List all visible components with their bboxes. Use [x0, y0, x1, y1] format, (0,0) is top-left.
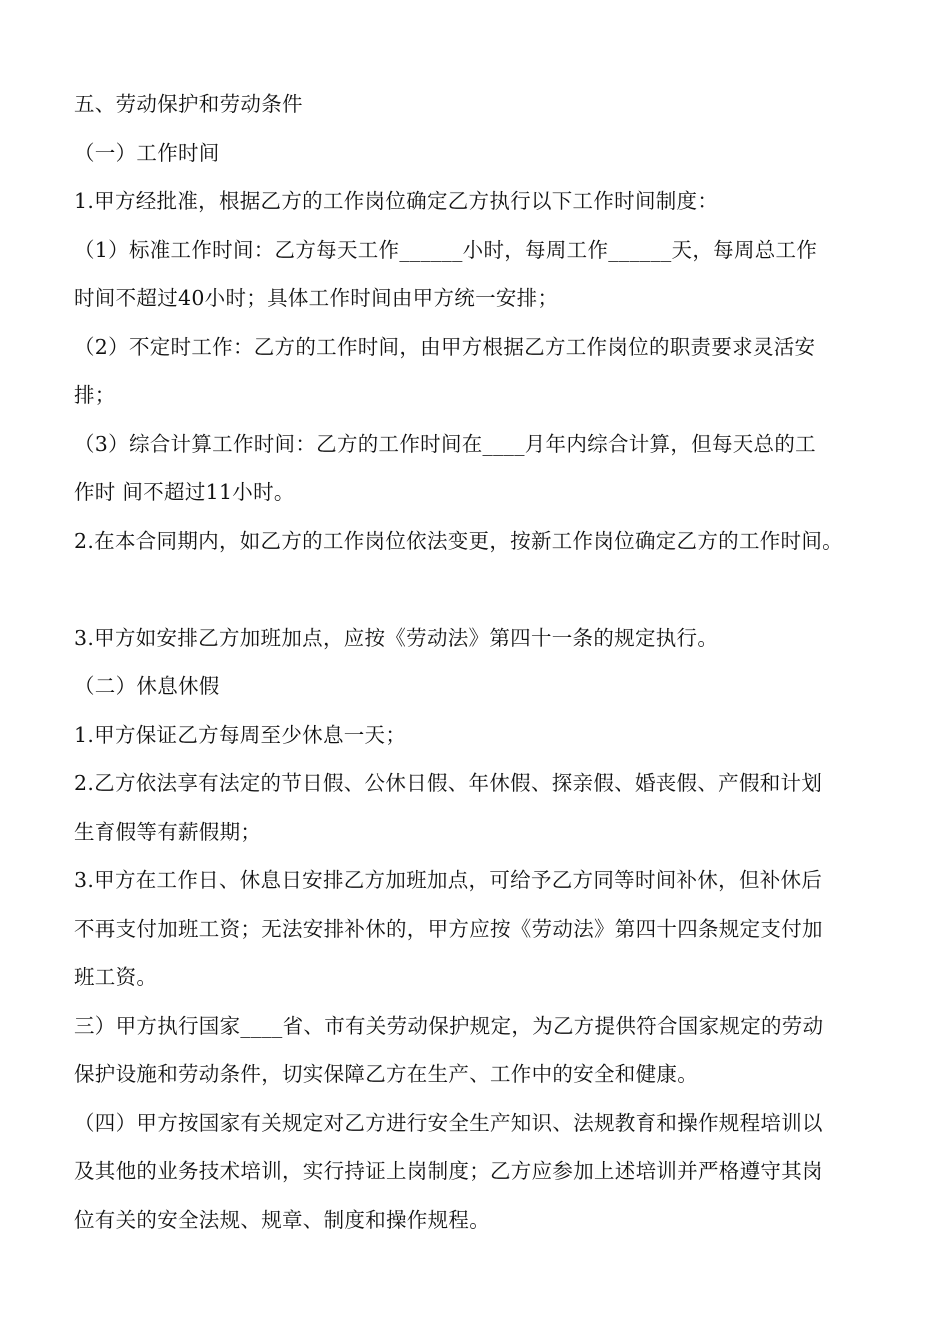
- paragraph-line: 生育假等有薪假期；: [74, 819, 262, 844]
- paragraph-line: 1.甲方经批准，根据乙方的工作岗位确定乙方执行以下工作时间制度：: [74, 189, 719, 213]
- blank-line: [74, 565, 884, 614]
- section-heading: 五、劳动保护和劳动条件: [74, 92, 303, 116]
- paragraph-line: 保护设施和劳动条件，切实保障乙方在生产、工作中的安全和健康。: [74, 1062, 698, 1086]
- paragraph-line: 3.甲方在工作日、休息日安排乙方加班加点，可给予乙方同等时间补休，但补休后: [74, 868, 823, 892]
- paragraph-line: 排；: [74, 383, 116, 407]
- paragraph-line: 位有关的安全法规、规章、制度和操作规程。: [74, 1207, 490, 1232]
- paragraph-line: 作时 间不超过11小时。: [74, 480, 295, 504]
- paragraph-line: （2）不定时工作：乙方的工作时间，由甲方根据乙方工作岗位的职责要求灵活安: [74, 334, 816, 359]
- paragraph-line: （四）甲方按国家有关规定对乙方进行安全生产知识、法规教育和操作规程培训以: [74, 1110, 823, 1135]
- paragraph-line: 及其他的业务技术培训，实行持证上岗制度；乙方应参加上述培训并严格遵守其岗: [74, 1159, 823, 1183]
- subsection-heading: （二）休息休假: [74, 674, 220, 698]
- paragraph-line: 1.甲方保证乙方每周至少休息一天；: [74, 722, 407, 747]
- paragraph-line: 三）甲方执行国家____省、市有关劳动保护规定，为乙方提供符合国家规定的劳动: [74, 1013, 824, 1038]
- paragraph-line: 3.甲方如安排乙方加班加点，应按《劳动法》第四十一条的规定执行。: [74, 625, 719, 650]
- paragraph-line: 2.在本合同期内，如乙方的工作岗位依法变更，按新工作岗位确定乙方的工作时间。: [74, 528, 843, 553]
- paragraph-line: （3）综合计算工作时间：乙方的工作时间在____月年内综合计算，但每天总的工: [74, 431, 816, 456]
- paragraph-line: 2.乙方依法享有法定的节日假、公休日假、年休假、探亲假、婚丧假、产假和计划: [74, 771, 823, 795]
- paragraph-line: （1）标准工作时间：乙方每天工作______小时，每周工作______天，每周总工作: [74, 237, 818, 262]
- paragraph-line: 班工资。: [74, 965, 158, 989]
- subsection-heading: （一）工作时间: [74, 140, 220, 165]
- document-page: [74, 80, 884, 1244]
- paragraph-line: 时间不超过40小时；具体工作时间由甲方统一安排；: [74, 286, 559, 310]
- paragraph-line: 不再支付加班工资；无法安排补休的，甲方应按《劳动法》第四十四条规定支付加: [74, 916, 823, 941]
